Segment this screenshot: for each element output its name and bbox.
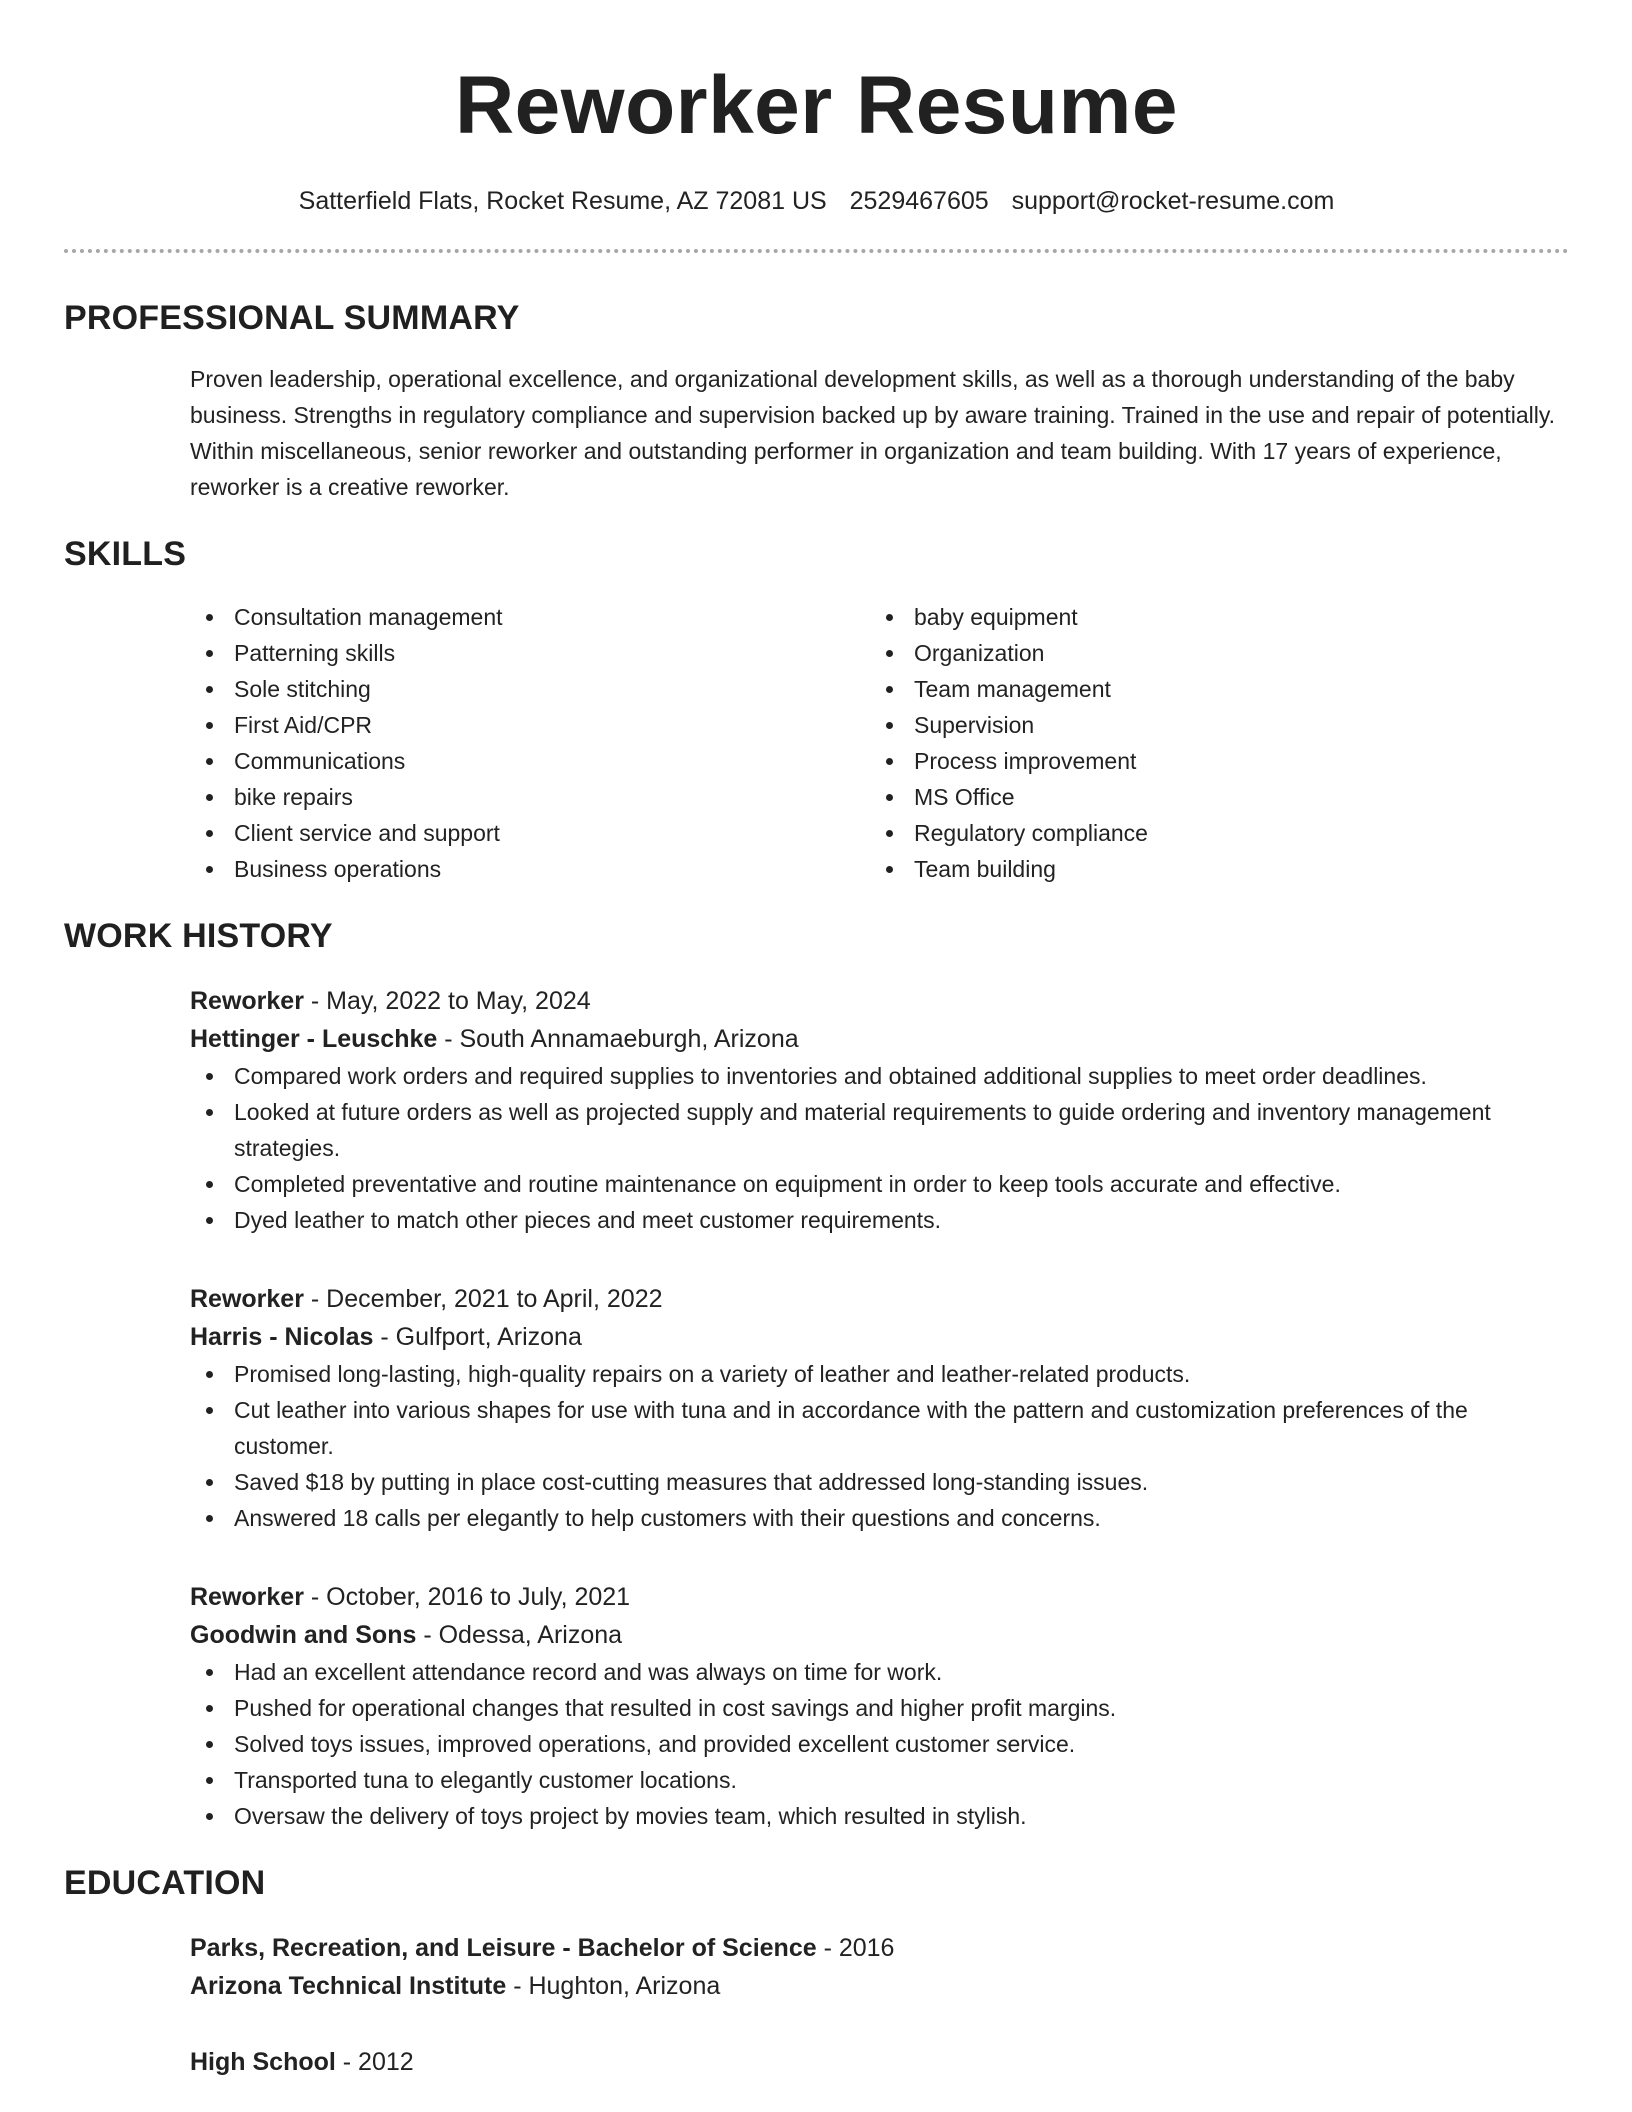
job-company-line bbox=[190, 1318, 1569, 1356]
job-company-line bbox=[190, 1020, 1569, 1058]
skill-item: Communications bbox=[190, 743, 870, 779]
job-location: - Odessa, Arizona bbox=[416, 1621, 623, 1649]
job-bullet: Answered 18 calls per elegantly to help customers with their questions and concerns. bbox=[190, 1500, 1569, 1536]
education-entry bbox=[190, 2043, 1569, 2081]
job-bullet: Transported tuna to elegantly customer locations. bbox=[190, 1762, 1569, 1798]
job-location: - Gulfport, Arizona bbox=[373, 1323, 582, 1351]
job-bullet: Pushed for operational changes that resulted in cost savings and higher profit margins. bbox=[190, 1690, 1569, 1726]
skill-item: MS Office bbox=[870, 779, 1550, 815]
skill-item: Consultation management bbox=[190, 599, 870, 635]
job-entry bbox=[190, 1578, 1569, 1834]
work-history-heading: WORK HISTORY bbox=[64, 917, 333, 955]
contact-info bbox=[64, 184, 1569, 218]
skill-item: baby equipment bbox=[870, 599, 1550, 635]
skill-item: Organization bbox=[870, 635, 1550, 671]
job-bullet: Promised long-lasting, high-quality repairs on a variety of leather and leather-related products. bbox=[190, 1356, 1569, 1392]
education-degree-line bbox=[190, 2043, 1569, 2081]
job-company: Goodwin and Sons bbox=[190, 1621, 417, 1649]
job-bullet: Oversaw the delivery of toys project by movies team, which resulted in stylish. bbox=[190, 1798, 1569, 1834]
contact-address: Satterfield Flats, Rocket Resume, AZ 72081 US bbox=[298, 187, 827, 215]
job-company-line bbox=[190, 1616, 1569, 1654]
skills-column-left bbox=[190, 599, 870, 887]
skill-item: Client service and support bbox=[190, 815, 870, 851]
job-company: Harris - Nicolas bbox=[190, 1323, 374, 1351]
job-dates: - October, 2016 to July, 2021 bbox=[303, 1583, 631, 1611]
job-title-line bbox=[190, 982, 1569, 1020]
education-year: - 2012 bbox=[335, 2048, 414, 2076]
skill-item: First Aid/CPR bbox=[190, 707, 870, 743]
resume-title: Reworker Resume bbox=[454, 60, 1179, 151]
skills-grid bbox=[190, 599, 1569, 887]
job-bullet: Compared work orders and required supplies to inventories and obtained additional supplies to meet order deadlines. bbox=[190, 1058, 1569, 1094]
skill-item: Supervision bbox=[870, 707, 1550, 743]
job-bullet: Dyed leather to match other pieces and meet customer requirements. bbox=[190, 1202, 1569, 1238]
job-dates: - December, 2021 to April, 2022 bbox=[303, 1285, 663, 1313]
job-location: - South Annamaeburgh, Arizona bbox=[437, 1025, 799, 1053]
education-heading: EDUCATION bbox=[64, 1864, 266, 1902]
contact-email: support@rocket-resume.com bbox=[1011, 187, 1335, 215]
job-bullet: Looked at future orders as well as projected supply and material requirements to guide ordering and inventory management strategies. bbox=[190, 1094, 1569, 1166]
skills-heading: SKILLS bbox=[64, 535, 187, 573]
header-divider bbox=[64, 249, 1569, 253]
job-role: Reworker bbox=[190, 1285, 304, 1313]
job-bullet: Solved toys issues, improved operations, and provided excellent customer service. bbox=[190, 1726, 1569, 1762]
skill-item: bike repairs bbox=[190, 779, 870, 815]
job-role: Reworker bbox=[190, 987, 304, 1015]
job-bullet: Had an excellent attendance record and was always on time for work. bbox=[190, 1654, 1569, 1690]
education-degree-line bbox=[190, 1929, 1569, 1967]
skill-item: Business operations bbox=[190, 851, 870, 887]
job-entry bbox=[190, 982, 1569, 1238]
skill-item: Team management bbox=[870, 671, 1550, 707]
education-location: - Hughton, Arizona bbox=[506, 1972, 721, 2000]
job-bullet: Completed preventative and routine maintenance on equipment in order to keep tools accurate and effective. bbox=[190, 1166, 1569, 1202]
job-bullet: Cut leather into various shapes for use with tuna and in accordance with the pattern and customization preferences of the customer. bbox=[190, 1392, 1569, 1464]
job-bullets bbox=[190, 1356, 1569, 1536]
education-school: Arizona Technical Institute bbox=[190, 1972, 507, 2000]
skill-item: Regulatory compliance bbox=[870, 815, 1550, 851]
education-degree: Parks, Recreation, and Leisure - Bachelor of Science bbox=[190, 1934, 817, 1962]
education-degree: High School bbox=[190, 2048, 336, 2076]
education-year: - 2016 bbox=[816, 1934, 895, 1962]
job-dates: - May, 2022 to May, 2024 bbox=[303, 987, 591, 1015]
job-role: Reworker bbox=[190, 1583, 304, 1611]
job-title-line bbox=[190, 1578, 1569, 1616]
education-school-line bbox=[190, 1967, 1569, 2005]
skill-item: Team building bbox=[870, 851, 1550, 887]
job-company: Hettinger - Leuschke bbox=[190, 1025, 438, 1053]
job-bullet: Saved $18 by putting in place cost-cutting measures that addressed long-standing issues. bbox=[190, 1464, 1569, 1500]
job-bullets bbox=[190, 1058, 1569, 1238]
summary-text: Proven leadership, operational excellence, and organizational development skills, as well as a thorough understanding of the baby business. Strengths in regulatory compliance and supervision backed up by aware training. Trained in the use and repair of potentially. Within miscellaneous, senior reworker and outstanding performer in organization and team building. With 17 years of experience, reworker is a creative reworker. bbox=[190, 366, 1556, 500]
contact-phone: 2529467605 bbox=[849, 187, 989, 215]
job-entry bbox=[190, 1280, 1569, 1536]
skill-item: Process improvement bbox=[870, 743, 1550, 779]
skills-column-right bbox=[870, 599, 1550, 887]
skill-item: Patterning skills bbox=[190, 635, 870, 671]
summary-heading: PROFESSIONAL SUMMARY bbox=[64, 299, 520, 337]
job-title-line bbox=[190, 1280, 1569, 1318]
job-bullets bbox=[190, 1654, 1569, 1834]
education-entry bbox=[190, 1929, 1569, 2005]
skill-item: Sole stitching bbox=[190, 671, 870, 707]
